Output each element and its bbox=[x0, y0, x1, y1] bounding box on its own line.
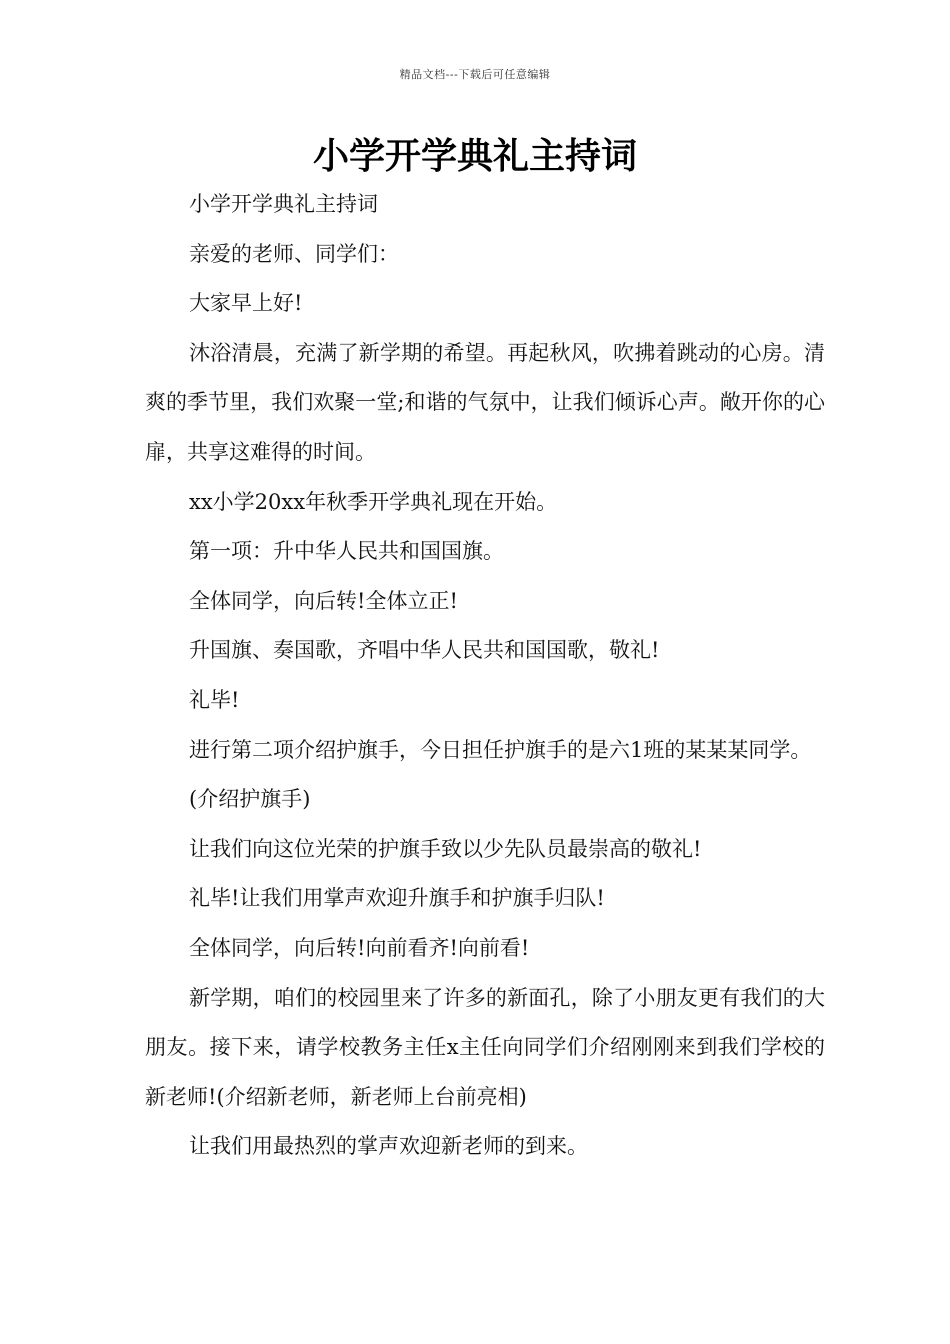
paragraph: 小学开学典礼主持词 bbox=[189, 192, 378, 216]
document-body bbox=[145, 180, 825, 1172]
paragraph: 全体同学，向后转!全体立正! bbox=[189, 588, 458, 613]
header-note: 精品文档---下载后可任意编辑 bbox=[399, 68, 551, 81]
paragraph: 让我们向这位光荣的护旗手致以少先队员最崇高的敬礼! bbox=[189, 836, 702, 861]
paragraph: xx小学20xx年秋季开学典礼现在开始。 bbox=[189, 489, 558, 514]
paragraph: 礼毕! bbox=[189, 687, 240, 712]
paragraph: (介绍护旗手) bbox=[189, 787, 311, 812]
document-title: 小学开学典礼主持词 bbox=[312, 135, 637, 177]
paragraph: 大家早上好! bbox=[189, 291, 303, 316]
paragraph: 礼毕!让我们用掌声欢迎升旗手和护旗手归队! bbox=[189, 886, 605, 911]
paragraph: 全体同学，向后转!向前看齐!向前看! bbox=[189, 935, 530, 960]
paragraph: 第一项：升中华人民共和国国旗。 bbox=[189, 539, 504, 564]
paragraph: 进行第二项介绍护旗手，今日担任护旗手的是六1班的某某某同学。 bbox=[189, 737, 812, 762]
paragraph: 升国旗、奏国歌，齐唱中华人民共和国国歌，敬礼! bbox=[189, 638, 660, 663]
paragraph: 让我们用最热烈的掌声欢迎新老师的到来。 bbox=[189, 1134, 588, 1159]
paragraph: 亲爱的老师、同学们： bbox=[189, 241, 399, 266]
paragraph: 沐浴清晨，充满了新学期的希望。再起秋风，吹拂着跳动的心房。清爽的季节里，我们欢聚一堂;和谐的气氛中，让我们倾诉心声。敞开你的心扉，共享这难得的时间。 bbox=[145, 340, 825, 464]
paragraph: 新学期，咱们的校园里来了许多的新面孔，除了小朋友更有我们的大朋友。接下来，请学校教务主任x主任向同学们介绍刚刚来到我们学校的新老师!(介绍新老师，新老师上台前亮相) bbox=[145, 985, 825, 1109]
